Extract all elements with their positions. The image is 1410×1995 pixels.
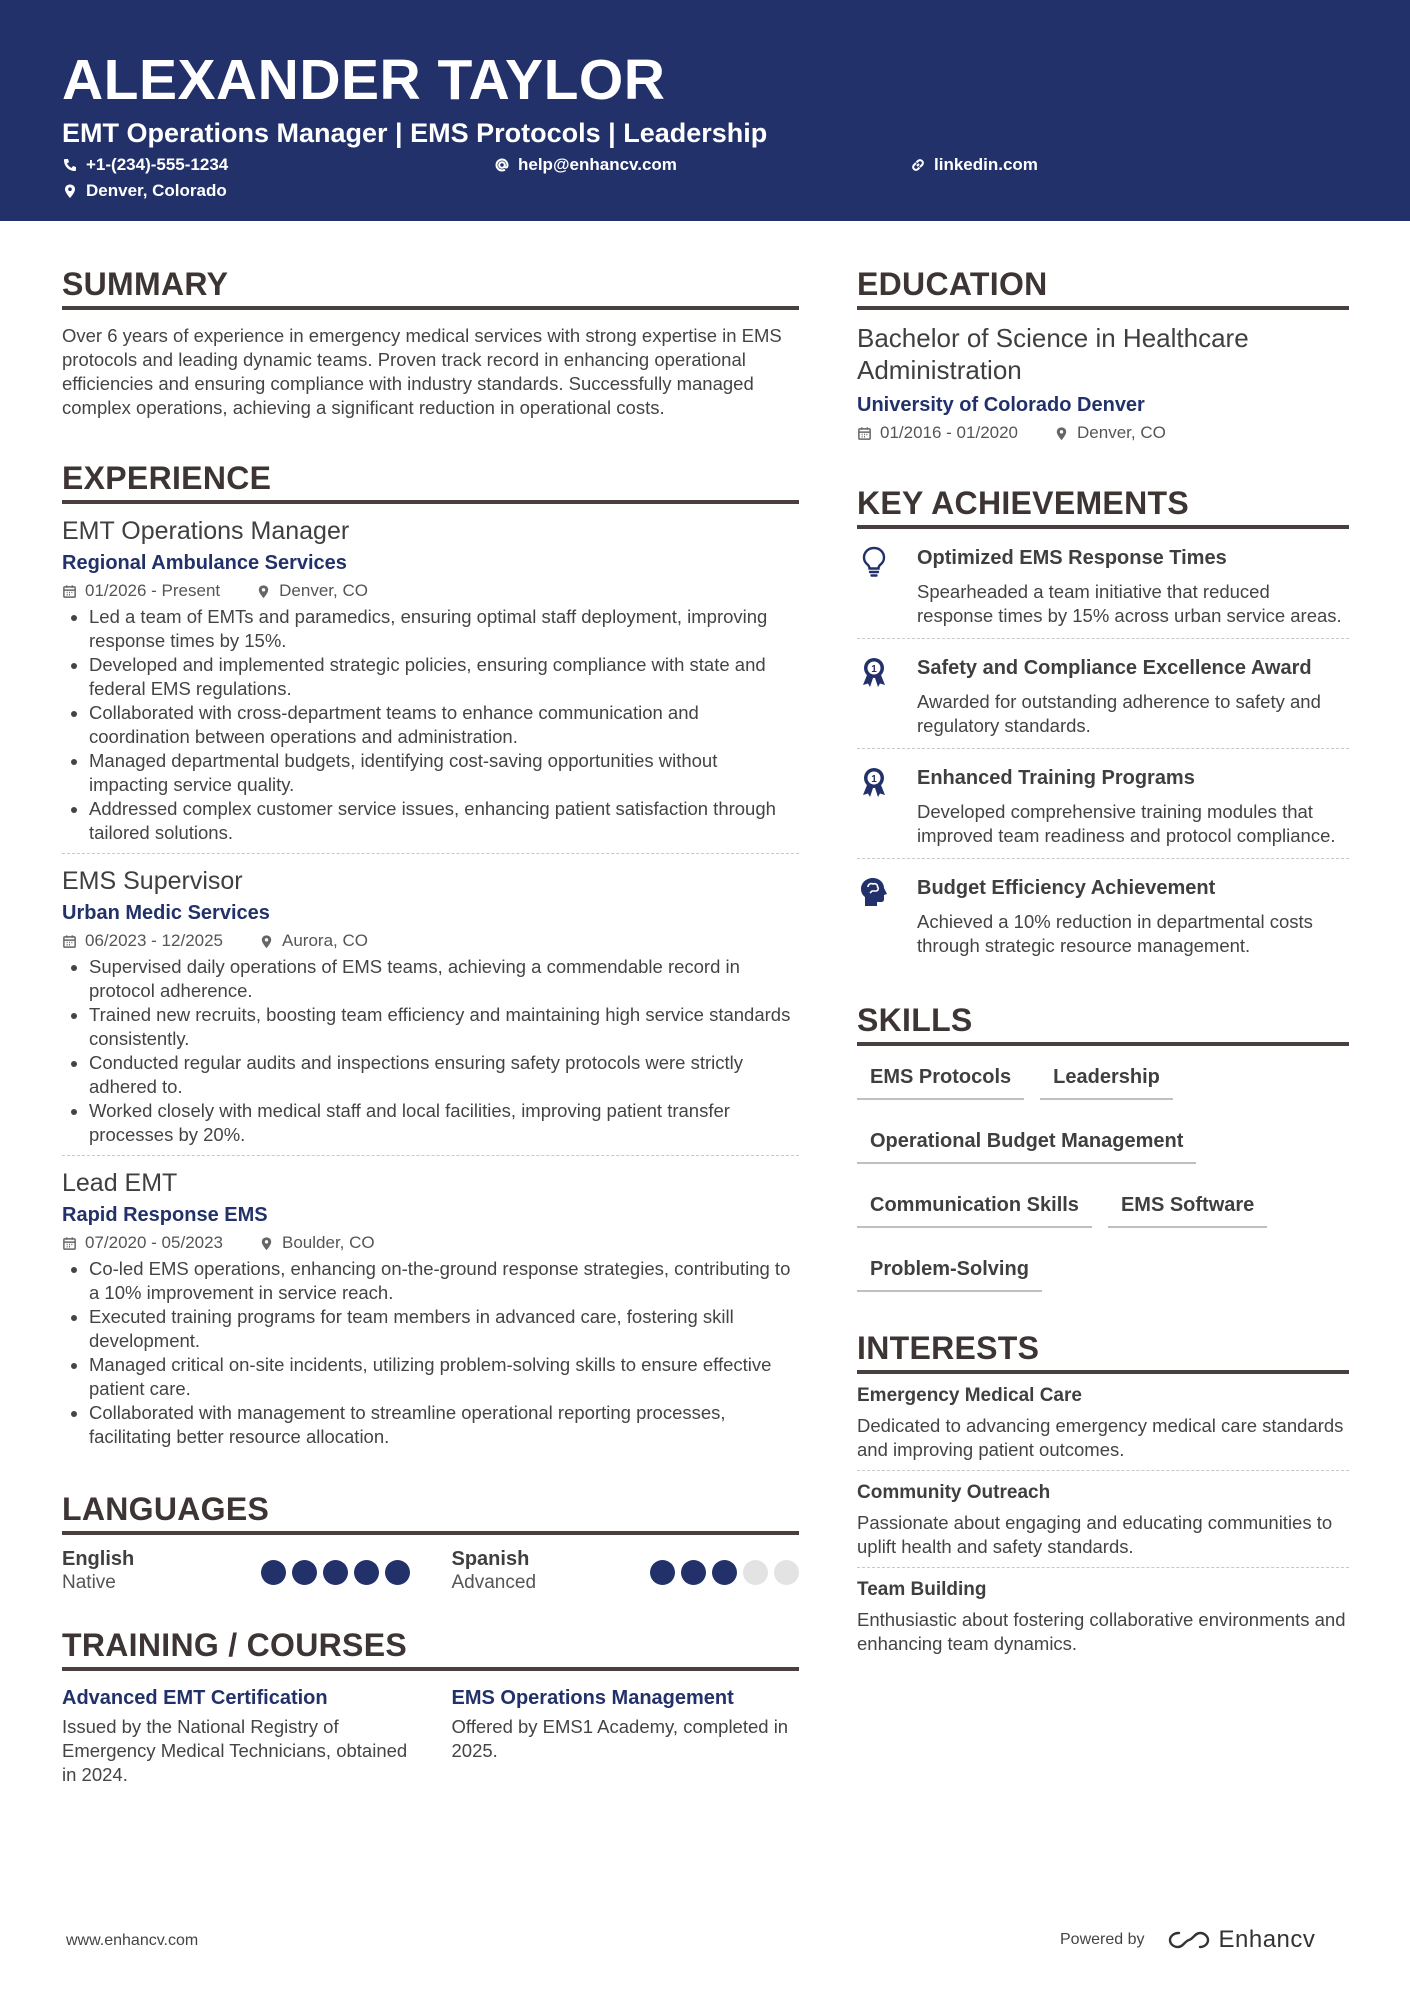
job-list (62, 504, 799, 1457)
interest-item (857, 1374, 1349, 1471)
job-entry (62, 854, 799, 1156)
skill-tag: Leadership (1040, 1062, 1173, 1100)
degree-title: Bachelor of Science in Healthcare Administration (857, 323, 1249, 385)
job-location: Denver, CO (279, 581, 368, 600)
job-bullet: Managed critical on-site incidents, utilizing problem-solving skills to ensure effective patient care. (62, 1353, 799, 1401)
achievements-heading: KEY ACHIEVEMENTS (857, 481, 1349, 529)
summary-heading: SUMMARY (62, 262, 799, 310)
education-meta (857, 421, 1349, 445)
calendar-icon (62, 584, 77, 599)
achievement-list (857, 529, 1349, 968)
resume-header (0, 0, 1410, 221)
at-sign-icon (494, 157, 510, 173)
rating-dot-empty (743, 1560, 768, 1585)
language-level: Native (62, 1572, 116, 1593)
job-meta (62, 1231, 799, 1255)
course-description: Issued by the National Registry of Emergency Medical Technicians, obtained in 2024. (62, 1716, 408, 1785)
contact-linkedin[interactable] (910, 152, 1038, 178)
education-heading: EDUCATION (857, 262, 1349, 310)
right-column (857, 262, 1349, 1664)
contact-phone[interactable] (62, 152, 228, 178)
language-item (452, 1547, 800, 1595)
head-brain-icon (857, 875, 891, 909)
rating-dot-filled (323, 1560, 348, 1585)
training-section (62, 1623, 799, 1787)
job-dates: 01/2026 - Present (85, 581, 221, 600)
award-ribbon-icon (857, 655, 891, 689)
summary-section (62, 262, 799, 420)
footer-website[interactable]: www.enhancv.com (66, 1932, 199, 1949)
linkedin-text: linkedin.com (934, 155, 1038, 174)
achievement-description: Awarded for outstanding adherence to safety and regulatory standards. (917, 691, 1321, 736)
link-icon (910, 157, 926, 173)
job-location: Aurora, CO (282, 931, 368, 950)
language-list (62, 1547, 799, 1595)
achievement-item (857, 639, 1349, 749)
job-bullet: Addressed complex customer service issues, enhancing patient satisfaction through tailored solutions. (62, 797, 799, 845)
contact-info (62, 152, 1410, 212)
left-column (62, 262, 799, 1787)
achievement-description: Spearheaded a team initiative that reduced response times by 15% across urban service areas. (917, 581, 1342, 626)
language-level: Advanced (451, 1572, 537, 1593)
skill-list (857, 1062, 1349, 1292)
company-name: Regional Ambulance Services (62, 552, 347, 574)
rating-dot-filled (650, 1560, 675, 1585)
location-pin-icon (256, 584, 271, 599)
interest-description: Dedicated to advancing emergency medical care standards and improving patient outcomes. (857, 1415, 1344, 1460)
job-entry (62, 504, 799, 854)
course-title: Advanced EMT Certification (62, 1687, 328, 1709)
job-title: EMT Operations Manager (62, 517, 350, 545)
experience-section (62, 456, 799, 1457)
skill-tag: EMS Protocols (857, 1062, 1024, 1100)
achievement-item (857, 859, 1349, 968)
course-item (62, 1683, 410, 1787)
job-bullets (62, 605, 799, 845)
email-text: help@enhancv.com (518, 155, 677, 174)
job-bullet: Worked closely with medical staff and local facilities, improving patient transfer processes by 20%. (62, 1099, 799, 1147)
brand-name: Enhancv (1218, 1926, 1316, 1953)
course-title: EMS Operations Management (451, 1687, 734, 1709)
job-bullet: Collaborated with cross-department teams to enhance communication and coordination between operations and administration. (62, 701, 799, 749)
phone-icon (62, 157, 78, 173)
achievement-item (857, 749, 1349, 859)
rating-dot-filled (261, 1560, 286, 1585)
skill-tag: Communication Skills (857, 1190, 1092, 1228)
job-bullet: Managed departmental budgets, identifying cost-saving opportunities without impacting service quality. (62, 749, 799, 797)
brand-logo[interactable] (1167, 1926, 1316, 1954)
achievements-section (857, 481, 1349, 968)
company-name: Rapid Response EMS (62, 1204, 268, 1226)
achievement-item (857, 529, 1349, 639)
school-name: University of Colorado Denver (857, 394, 1145, 416)
achievement-title: Budget Efficiency Achievement (917, 877, 1216, 899)
job-entry (62, 1156, 799, 1457)
skill-tag: EMS Software (1108, 1190, 1267, 1228)
language-rating (650, 1560, 799, 1585)
job-bullet: Collaborated with management to streamline operational reporting processes, facilitating better resource allocation. (62, 1401, 799, 1449)
contact-location (62, 178, 227, 204)
candidate-name: ALEXANDER TAYLOR (62, 48, 666, 112)
interest-title: Emergency Medical Care (857, 1385, 1082, 1406)
languages-heading: LANGUAGES (62, 1487, 799, 1535)
company-name: Urban Medic Services (62, 902, 270, 924)
interest-list (857, 1374, 1349, 1664)
location-pin-icon (259, 1236, 274, 1251)
achievement-icon-wrap (857, 655, 917, 738)
job-bullets (62, 1257, 799, 1449)
education-section (857, 262, 1349, 445)
job-bullet: Executed training programs for team members in advanced care, fostering skill development. (62, 1305, 799, 1353)
job-dates: 06/2023 - 12/2025 (85, 931, 224, 950)
education-location: Denver, CO (1077, 423, 1166, 442)
training-heading: TRAINING / COURSES (62, 1623, 799, 1671)
education-dates: 01/2016 - 01/2020 (880, 423, 1019, 442)
location-pin-icon (62, 183, 78, 199)
interest-item (857, 1568, 1349, 1664)
footer-branding (1060, 1926, 1315, 1954)
job-meta (62, 579, 799, 603)
rating-dot-filled (681, 1560, 706, 1585)
job-bullets (62, 955, 799, 1147)
contact-email[interactable] (494, 152, 677, 178)
job-bullet: Supervised daily operations of EMS teams, achieving a commendable record in protocol adherence. (62, 955, 799, 1003)
course-description: Offered by EMS1 Academy, completed in 2025. (451, 1716, 789, 1761)
job-bullet: Led a team of EMTs and paramedics, ensuring optimal staff deployment, improving response times by 15%. (62, 605, 799, 653)
skill-tag: Operational Budget Management (857, 1126, 1196, 1164)
achievement-icon-wrap (857, 875, 917, 958)
svg-text:1: 1 (871, 664, 877, 675)
svg-text:1: 1 (871, 774, 877, 785)
award-ribbon-icon (857, 765, 891, 799)
achievement-title: Optimized EMS Response Times (917, 547, 1227, 569)
calendar-icon (62, 1236, 77, 1251)
job-bullet: Developed and implemented strategic policies, ensuring compliance with state and federal EMS regulations. (62, 653, 799, 701)
summary-text: Over 6 years of experience in emergency medical services with strong expertise in EMS protocols and leading dynamic teams. Proven track record in enhancing operational efficiencies and ensuring compliance with industry standards. Successfully managed complex operations, achieving a significant reduction in operational costs. (62, 325, 782, 418)
achievement-description: Developed comprehensive training modules that improved team readiness and protocol compliance. (917, 801, 1336, 846)
lightbulb-icon (857, 545, 891, 579)
language-item (62, 1547, 410, 1595)
location-text: Denver, Colorado (86, 181, 227, 200)
job-title: EMS Supervisor (62, 867, 243, 895)
language-name: Spanish (451, 1548, 530, 1570)
job-title: Lead EMT (62, 1169, 178, 1197)
language-rating (261, 1560, 410, 1585)
language-name: English (62, 1548, 135, 1570)
rating-dot-filled (354, 1560, 379, 1585)
location-pin-icon (259, 934, 274, 949)
job-bullet: Conducted regular audits and inspections ensuring safety protocols were strictly adhered to. (62, 1051, 799, 1099)
achievement-icon-wrap (857, 545, 917, 628)
rating-dot-filled (385, 1560, 410, 1585)
job-dates: 07/2020 - 05/2023 (85, 1233, 224, 1252)
course-list (62, 1683, 799, 1787)
interest-item (857, 1471, 1349, 1568)
phone-text: +1-(234)-555-1234 (86, 155, 229, 174)
enhancv-logo-icon (1167, 1929, 1211, 1951)
job-location: Boulder, CO (282, 1233, 375, 1252)
interests-heading: INTERESTS (857, 1326, 1349, 1374)
languages-section (62, 1487, 799, 1595)
powered-by-text: Powered by (1060, 1931, 1145, 1948)
job-bullet: Trained new recruits, boosting team efficiency and maintaining high service standards consistently. (62, 1003, 799, 1051)
skill-tag: Problem-Solving (857, 1254, 1042, 1292)
rating-dot-filled (292, 1560, 317, 1585)
calendar-icon (857, 426, 872, 441)
candidate-headline: EMT Operations Manager | EMS Protocols | Leadership (62, 118, 768, 148)
skills-heading: SKILLS (857, 998, 1349, 1046)
achievement-title: Safety and Compliance Excellence Award (917, 657, 1312, 679)
achievement-description: Achieved a 10% reduction in departmental costs through strategic resource management. (917, 911, 1313, 956)
job-bullet: Co-led EMS operations, enhancing on-the-ground response strategies, contributing to a 10% improvement in service reach. (62, 1257, 799, 1305)
location-pin-icon (1054, 426, 1069, 441)
interest-title: Team Building (857, 1579, 987, 1600)
interest-title: Community Outreach (857, 1482, 1051, 1503)
calendar-icon (62, 934, 77, 949)
skills-section (857, 998, 1349, 1292)
interest-description: Enthusiastic about fostering collaborative environments and enhancing team dynamics. (857, 1609, 1346, 1654)
interest-description: Passionate about engaging and educating communities to uplift health and safety standards. (857, 1512, 1333, 1557)
achievement-icon-wrap (857, 765, 917, 848)
achievement-title: Enhanced Training Programs (917, 767, 1195, 789)
job-meta (62, 929, 799, 953)
experience-heading: EXPERIENCE (62, 456, 799, 504)
rating-dot-empty (774, 1560, 799, 1585)
course-item (452, 1683, 800, 1787)
rating-dot-filled (712, 1560, 737, 1585)
interests-section (857, 1326, 1349, 1664)
